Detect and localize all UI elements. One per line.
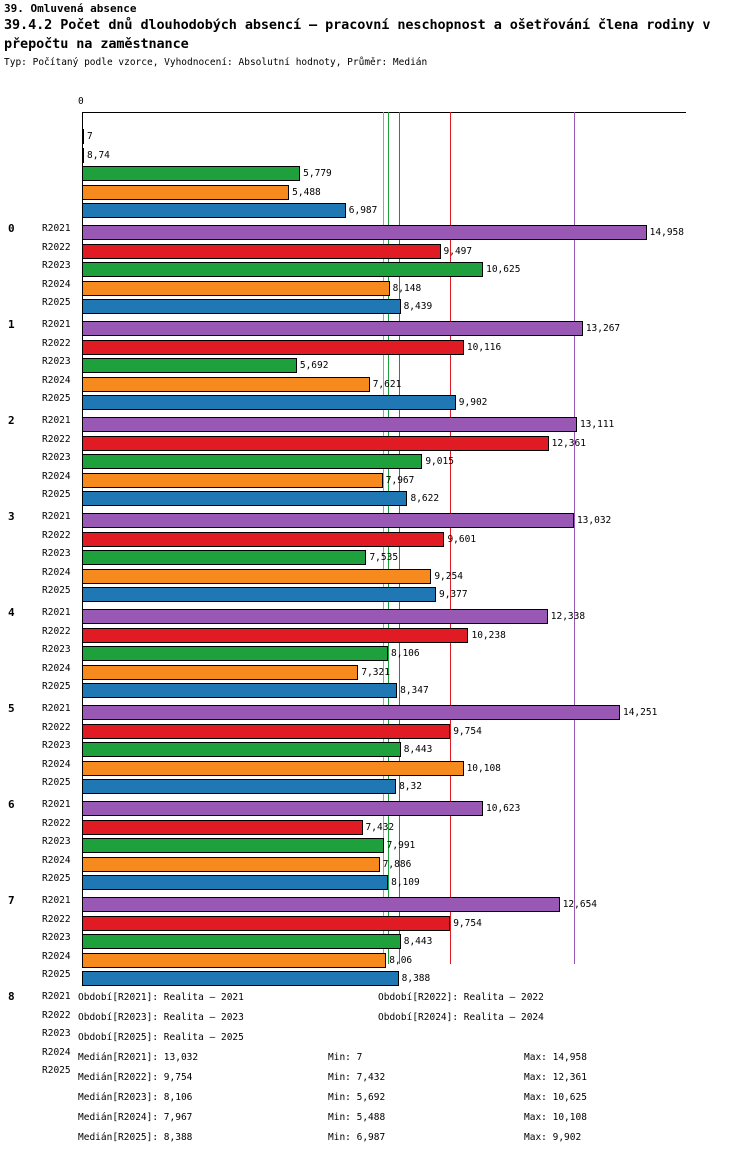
bar-R2021-3[interactable] [82, 417, 577, 432]
table-row [82, 148, 686, 163]
series-row-label: R2025 [42, 777, 71, 789]
group-index-label: 0 [8, 222, 15, 235]
bar-R2025-8[interactable] [82, 971, 399, 986]
series-row-label: R2021 [42, 895, 71, 906]
table-row [82, 569, 686, 584]
statistics-row [0, 1048, 750, 1068]
bar-value-label: 7,967 [385, 474, 415, 486]
bar-value-label: 8,347 [400, 685, 429, 697]
bar-value-label: 10,238 [471, 629, 506, 641]
min-value: Min: 7 [328, 1052, 363, 1063]
bar-R2022-7[interactable] [82, 820, 363, 835]
min-value: Min: 7,432 [328, 1072, 386, 1083]
table-row [82, 262, 686, 277]
table-row [82, 724, 686, 739]
legend-entry: Období[R2022]: Realita – 2022 [378, 992, 544, 1003]
group-index-label: 7 [8, 894, 15, 907]
group-index-label: 6 [8, 798, 15, 811]
series-row-label: R2025 [42, 393, 71, 405]
table-row [82, 473, 686, 488]
series-row-label: R2021 [42, 607, 71, 618]
bar-R2024-0[interactable] [82, 185, 289, 200]
x-axis-zero-tick: 0 [78, 96, 84, 107]
bar-R2023-8[interactable] [82, 934, 401, 949]
bar-R2025-4[interactable] [82, 587, 436, 602]
bar-R2022-0[interactable] [82, 148, 84, 163]
bar-R2024-8[interactable] [82, 953, 386, 968]
bar-R2022-1[interactable] [82, 244, 441, 259]
legend-entry: Období[R2024]: Realita – 2024 [378, 1012, 544, 1023]
bar-R2023-6[interactable] [82, 742, 401, 757]
series-row-label: R2025 [42, 297, 71, 309]
table-row [82, 491, 686, 506]
bar-value-label: 14,251 [622, 707, 658, 718]
series-row-label: R2025 [42, 585, 71, 597]
bar-value-label: 8,443 [403, 936, 433, 948]
series-row-label: R2022 [42, 913, 71, 925]
series-row-label: R2025 [42, 681, 71, 693]
bar-value-label: 9,015 [425, 456, 454, 468]
table-row [82, 934, 686, 949]
series-row-label: R2023 [42, 836, 71, 848]
table-row [82, 185, 686, 200]
series-row-label: R2024 [42, 278, 71, 290]
chart-subtitle: Typ: Počítaný podle vzorce, Vyhodnocení: Absolutní hodnoty, Průměr: Medián [4, 57, 428, 68]
bar-value-label: 7 [87, 131, 93, 142]
series-row-label: R2021 [42, 319, 71, 330]
series-row-label: R2021 [42, 991, 71, 1002]
bar-R2022-5[interactable] [82, 628, 468, 643]
min-value: Min: 6,987 [328, 1132, 386, 1143]
series-row-label: R2022 [42, 1009, 71, 1021]
statistics-row [0, 1088, 750, 1108]
legend-entry: Období[R2025]: Realita – 2025 [78, 1032, 244, 1043]
plot-area [82, 112, 686, 985]
series-row-label: R2022 [42, 433, 71, 445]
bar-value-label: 10,116 [466, 341, 502, 353]
table-row [82, 953, 686, 968]
series-row-label: R2021 [42, 799, 71, 810]
median-value: Medián[R2024]: 7,967 [78, 1112, 193, 1123]
median-value: Medián[R2022]: 9,754 [78, 1072, 193, 1083]
bar-R2023-1[interactable] [82, 262, 483, 277]
bar-value-label: 13,267 [585, 323, 621, 334]
bar-R2021-1[interactable] [82, 225, 647, 240]
legend [0, 988, 750, 1048]
table-row [82, 203, 686, 218]
bar-value-label: 7,321 [361, 666, 390, 678]
table-row [82, 550, 686, 565]
bar-value-label: 13,032 [576, 515, 612, 526]
chart-header [0, 0, 750, 70]
bar-R2024-1[interactable] [82, 281, 390, 296]
bar-R2024-6[interactable] [82, 761, 464, 776]
bar-value-label: 7,535 [369, 552, 399, 564]
table-row [82, 801, 686, 816]
bar-R2023-0[interactable] [82, 166, 300, 181]
table-row [82, 340, 686, 355]
series-row-label: R2022 [42, 721, 71, 733]
table-row [82, 532, 686, 547]
table-row [82, 875, 686, 890]
top-axis-rule [82, 112, 686, 113]
max-value: Max: 14,958 [524, 1052, 587, 1063]
bar-value-label: 9,601 [447, 533, 477, 545]
table-row [82, 646, 686, 661]
bar-R2023-5[interactable] [82, 646, 388, 661]
table-row [82, 705, 686, 720]
bar-R2023-3[interactable] [82, 454, 422, 469]
bar-R2022-6[interactable] [82, 724, 450, 739]
bar-R2022-2[interactable] [82, 340, 464, 355]
page-title: 39.4.2 Počet dnů dlouhodobých absencí – pracovní neschopnost a ošetřování člena rodiny v přepočtu na zaměstnance [4, 17, 711, 52]
bar-R2025-7[interactable] [82, 875, 388, 890]
legend-entry: Období[R2021]: Realita – 2021 [78, 992, 244, 1003]
median-value: Medián[R2021]: 13,032 [78, 1052, 199, 1063]
series-row-label: R2023 [42, 452, 71, 464]
series-row-label: R2025 [42, 969, 71, 981]
bar-R2025-2[interactable] [82, 395, 456, 410]
bar-value-label: 8,388 [401, 973, 431, 985]
bar-R2021-5[interactable] [82, 609, 548, 624]
bar-value-label: 7,991 [386, 840, 416, 852]
series-row-label: R2025 [42, 873, 71, 885]
table-row [82, 321, 686, 336]
table-row [82, 665, 686, 680]
bar-R2021-6[interactable] [82, 705, 620, 720]
bar-value-label: 8,443 [403, 744, 433, 756]
max-value: Max: 10,108 [524, 1112, 587, 1123]
bar-value-label: 6,987 [348, 205, 378, 217]
bar-R2021-0[interactable] [82, 129, 84, 144]
series-row-label: R2022 [42, 241, 71, 253]
group-index-label: 2 [8, 414, 15, 427]
series-row-label: R2024 [42, 854, 71, 866]
table-row [82, 281, 686, 296]
table-row [82, 779, 686, 794]
table-row [82, 916, 686, 931]
statistics-row [0, 1108, 750, 1128]
table-row [82, 857, 686, 872]
bar-R2025-6[interactable] [82, 779, 396, 794]
table-row [82, 587, 686, 602]
bar-value-label: 10,625 [486, 264, 521, 276]
bar-R2021-7[interactable] [82, 801, 483, 816]
bar-value-label: 8,106 [391, 648, 420, 660]
series-row-label: R2025 [42, 1065, 71, 1077]
table-row [82, 761, 686, 776]
group-index-label: 3 [8, 510, 15, 523]
min-value: Min: 5,488 [328, 1112, 386, 1123]
table-row [82, 897, 686, 912]
series-row-label: R2021 [42, 511, 71, 522]
max-value: Max: 10,625 [524, 1092, 587, 1103]
series-row-label: R2022 [42, 529, 71, 541]
bar-value-label: 5,488 [292, 186, 321, 198]
series-row-label: R2021 [42, 703, 71, 714]
table-row [82, 417, 686, 432]
bar-value-label: 12,338 [550, 611, 586, 622]
bar-R2022-4[interactable] [82, 532, 444, 547]
series-row-label: R2022 [42, 817, 71, 829]
bar-value-label: 9,754 [453, 917, 482, 929]
bar-value-label: 8,109 [391, 877, 420, 889]
series-row-label: R2023 [42, 644, 71, 656]
table-row [82, 166, 686, 181]
bar-value-label: 9,497 [443, 245, 473, 257]
table-row [82, 129, 686, 144]
statistics-row [0, 1128, 750, 1148]
series-row-label: R2023 [42, 356, 71, 368]
group-index-label: 4 [8, 606, 15, 619]
bar-R2024-2[interactable] [82, 377, 370, 392]
bar-value-label: 12,654 [562, 899, 598, 910]
max-value: Max: 9,902 [524, 1132, 582, 1143]
bar-value-label: 7,432 [365, 821, 395, 833]
table-row [82, 628, 686, 643]
legend-row [0, 988, 750, 1008]
bar-value-label: 8,622 [410, 493, 440, 505]
table-row [82, 225, 686, 240]
series-row-label: R2024 [42, 662, 71, 674]
table-row [82, 513, 686, 528]
bar-value-label: 9,254 [434, 570, 463, 582]
table-row [82, 820, 686, 835]
series-row-label: R2024 [42, 470, 71, 482]
bar-R2024-5[interactable] [82, 665, 358, 680]
series-row-label: R2023 [42, 260, 71, 272]
table-row [82, 609, 686, 624]
table-row [82, 454, 686, 469]
bar-R2023-7[interactable] [82, 838, 384, 853]
bar-value-label: 12,361 [551, 437, 586, 449]
legend-row [0, 1008, 750, 1028]
table-row [82, 358, 686, 373]
table-row [82, 971, 686, 986]
series-row-label: R2023 [42, 932, 71, 944]
series-row-label: R2024 [42, 758, 71, 770]
table-row [82, 395, 686, 410]
min-value: Min: 5,692 [328, 1092, 386, 1103]
group-index-label: 5 [8, 702, 15, 715]
series-row-label: R2024 [42, 566, 71, 578]
bar-value-label: 14,958 [649, 227, 684, 238]
bar-value-label: 8,06 [389, 954, 413, 966]
bar-R2024-7[interactable] [82, 857, 380, 872]
legend-row [0, 1028, 750, 1048]
supertitle: 39. Omluvená absence [4, 2, 137, 15]
bar-R2025-0[interactable] [82, 203, 346, 218]
table-row [82, 244, 686, 259]
bar-R2025-1[interactable] [82, 299, 401, 314]
bar-value-label: 10,623 [486, 803, 521, 814]
bar-value-label: 8,439 [403, 301, 433, 313]
max-value: Max: 12,361 [524, 1072, 587, 1083]
bar-value-label: 5,692 [299, 360, 329, 372]
bar-R2024-3[interactable] [82, 473, 383, 488]
series-row-label: R2021 [42, 223, 71, 234]
bar-value-label: 9,902 [458, 397, 488, 409]
bar-R2021-2[interactable] [82, 321, 583, 336]
group-index-label: 1 [8, 318, 15, 331]
series-row-label: R2022 [42, 337, 71, 349]
bar-value-label: 8,148 [392, 282, 422, 294]
bar-R2023-4[interactable] [82, 550, 366, 565]
series-row-label: R2025 [42, 489, 71, 501]
bar-value-label: 13,111 [579, 419, 615, 430]
table-row [82, 436, 686, 451]
bar-value-label: 7,886 [382, 858, 412, 870]
bar-R2023-2[interactable] [82, 358, 297, 373]
group-index-label: 8 [8, 990, 15, 1003]
bar-value-label: 9,377 [438, 589, 468, 601]
table-row [82, 683, 686, 698]
bar-R2024-4[interactable] [82, 569, 431, 584]
series-row-label: R2023 [42, 740, 71, 752]
bar-value-label: 10,108 [466, 762, 501, 774]
table-row [82, 742, 686, 757]
series-row-label: R2023 [42, 1028, 71, 1040]
table-row [82, 299, 686, 314]
bar-R2021-8[interactable] [82, 897, 560, 912]
series-row-label: R2021 [42, 415, 71, 426]
median-value: Medián[R2025]: 8,388 [78, 1132, 193, 1143]
series-row-label: R2023 [42, 548, 71, 560]
bar-value-label: 8,74 [87, 149, 110, 161]
bar-value-label: 8,32 [399, 781, 422, 793]
bar-R2021-4[interactable] [82, 513, 574, 528]
series-row-label: R2024 [42, 1046, 71, 1058]
table-row [82, 377, 686, 392]
bar-R2025-3[interactable] [82, 491, 407, 506]
bar-R2022-3[interactable] [82, 436, 549, 451]
series-row-label: R2024 [42, 374, 71, 386]
statistics-block [0, 1048, 750, 1148]
statistics-row [0, 1068, 750, 1088]
bar-R2022-8[interactable] [82, 916, 450, 931]
series-row-label: R2024 [42, 950, 71, 962]
bar-value-label: 9,754 [453, 725, 482, 737]
bar-value-label: 5,779 [303, 168, 332, 180]
series-row-label: R2022 [42, 625, 71, 637]
bar-value-label: 7,621 [372, 378, 402, 390]
bar-R2025-5[interactable] [82, 683, 397, 698]
legend-entry: Období[R2023]: Realita – 2023 [78, 1012, 244, 1023]
median-value: Medián[R2023]: 8,106 [78, 1092, 193, 1103]
table-row [82, 838, 686, 853]
